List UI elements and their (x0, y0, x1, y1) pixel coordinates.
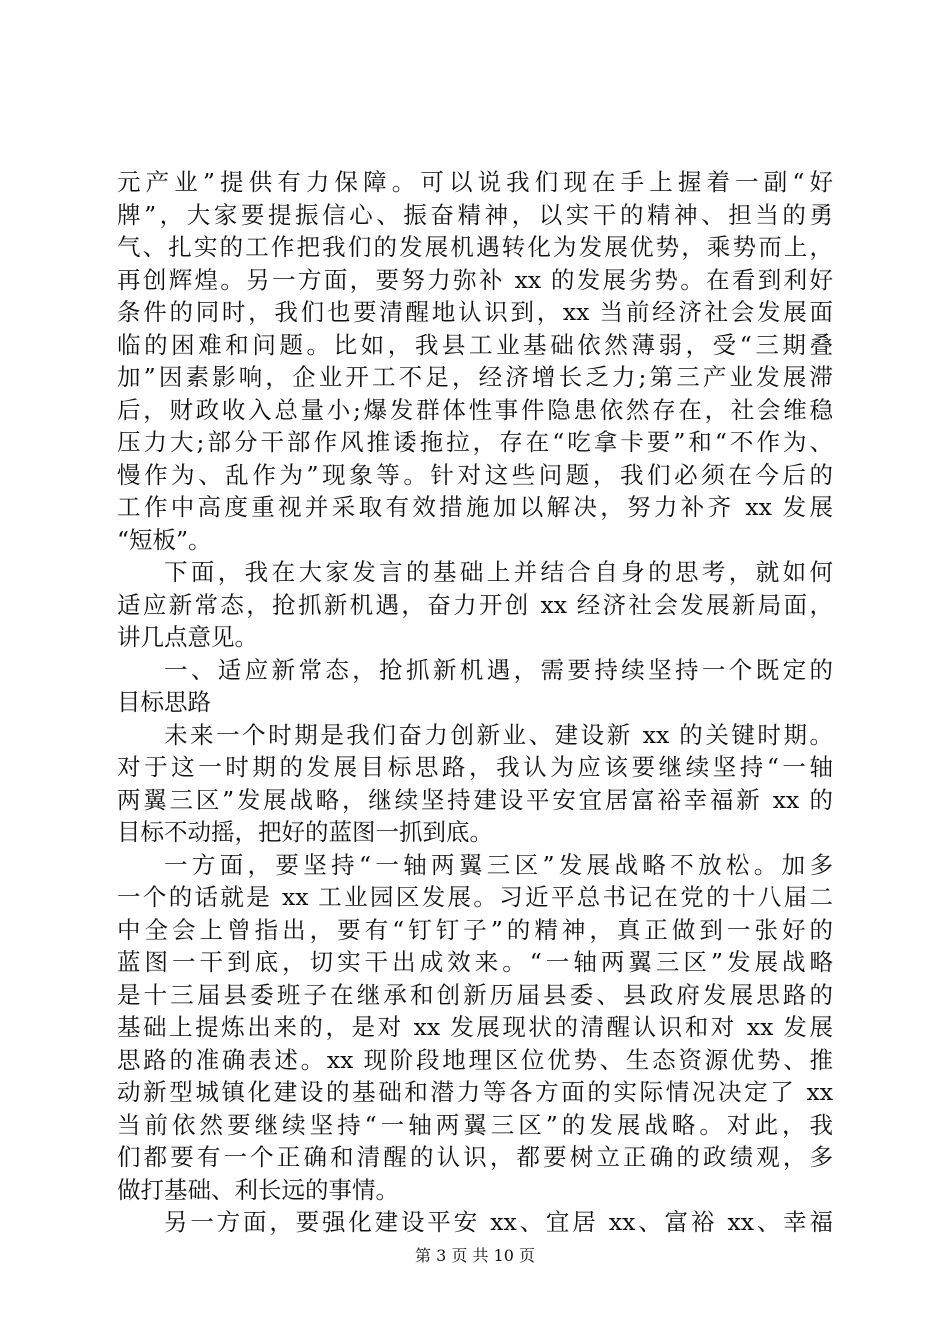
text-line: 是十三届县委班子在继承和创新历届县委、县政府发展思路的 (117, 980, 833, 1009)
text-line: 工作中高度重视并采取有效措施加以解决，努力补齐 xx 发展 (117, 493, 833, 521)
text-line: 下面，我在大家发言的基础上并结合自身的思考，就如何 (164, 558, 833, 586)
text-line: 压力大;部分干部作风推诿拖拉，存在“吃拿卡要”和“不作为、 (117, 428, 833, 456)
text-line: 当前依然要继续坚持“一轴两翼三区”的发展战略。对此，我 (117, 1110, 833, 1139)
text-line: 一方面，要坚持“一轴两翼三区”发展战略不放松。加多 (164, 850, 833, 879)
text-line: 思路的准确表述。xx 现阶段地理区位优势、生态资源优势、推 (117, 1045, 833, 1074)
text-line: 条件的同时，我们也要清醒地认识到，xx 当前经济社会发展面 (117, 298, 833, 326)
text-line: 目标思路 (117, 688, 211, 716)
text-line: 慢作为、乱作为”现象等。针对这些问题，我们必须在今后的 (117, 460, 833, 489)
text-line: 元产业”提供有力保障。可以说我们现在手上握着一副“好 (117, 168, 833, 196)
text-line: 牌”，大家要提振信心、振奋精神，以实干的精神、担当的勇 (117, 200, 833, 229)
text-line: “短板”。 (117, 525, 212, 554)
text-line: 临的困难和问题。比如，我县工业基础依然薄弱，受“三期叠 (117, 330, 833, 359)
text-line: 后，财政收入总量小;爆发群体性事件隐患依然存在，社会维稳 (117, 395, 833, 424)
text-line: 动新型城镇化建设的基础和潜力等各方面的实际情况决定了 xx (117, 1078, 833, 1106)
page-number-label: 第 3 页 共 10 页 (415, 1246, 535, 1265)
page-footer (0, 1246, 950, 1266)
text-line: 讲几点意见。 (117, 623, 258, 651)
text-line: 适应新常态，抢抓新机遇，奋力开创 xx 经济社会发展新局面， (117, 590, 833, 619)
text-line: 基础上提炼出来的，是对 xx 发展现状的清醒认识和对 xx 发展 (117, 1013, 833, 1041)
text-line: 们都要有一个正确和清醒的认识，都要树立正确的政绩观，多 (117, 1143, 833, 1171)
text-line: 蓝图一干到底，切实干出成效来。“一轴两翼三区”发展战略 (117, 948, 833, 976)
text-line: 一个的话就是 xx 工业园区发展。习近平总书记在党的十八届二 (117, 883, 833, 911)
text-line: 做打基础、利长远的事情。 (117, 1175, 399, 1204)
text-line: 一、适应新常态，抢抓新机遇，需要持续坚持一个既定的 (164, 655, 833, 684)
text-line: 另一方面，要强化建设平安 xx、宜居 xx、富裕 xx、幸福 (164, 1208, 833, 1236)
text-line: 目标不动摇，把好的蓝图一抓到底。 (117, 818, 493, 846)
text-line: 再创辉煌。另一方面，要努力弥补 xx 的发展劣势。在看到利好 (117, 265, 833, 294)
text-line: 未来一个时期是我们奋力创新业、建设新 xx 的关键时期。 (164, 720, 833, 749)
body-text (117, 166, 833, 1239)
text-line: 加”因素影响，企业开工不足，经济增长乏力;第三产业发展滞 (117, 363, 833, 391)
text-line: 两翼三区”发展战略，继续坚持建设平安宜居富裕幸福新 xx 的 (117, 785, 833, 814)
text-line: 对于这一时期的发展目标思路，我认为应该要继续坚持“一轴 (117, 753, 833, 781)
text-line: 中全会上曾指出，要有“钉钉子”的精神，真正做到一张好的 (117, 915, 833, 944)
text-line: 气、扎实的工作把我们的发展机遇转化为发展优势，乘势而上， (117, 233, 833, 261)
